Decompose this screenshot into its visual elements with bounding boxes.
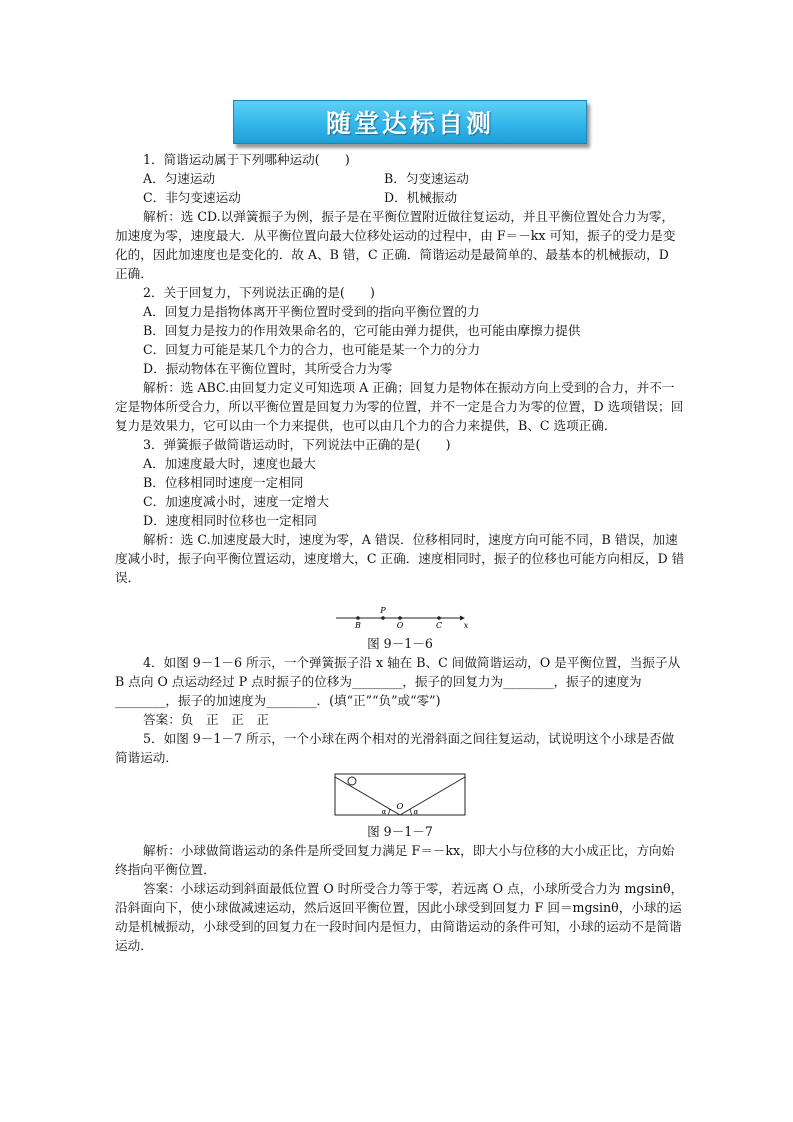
label-x: x — [463, 621, 469, 629]
spring-oscillator-axis-diagram — [330, 607, 470, 629]
q4-answer: 答案：负 正 正 正 — [143, 712, 269, 727]
q1-options-row2 — [115, 188, 685, 207]
axis-arrow-icon — [460, 616, 465, 621]
point-p-dot — [381, 616, 385, 620]
q1-analysis: 解析：选 CD.以弹簧振子为例，振子是在平衡位置附近做往复运动，并且平衡位置处合力为零，加速度为零，速度最大．从平衡位置向最大位移处运动的过程中，由 F＝－kx 可知，振子的受力是变化的，因此加速度也是变化的．故 A、B 错，C 正确．简谐运动是最简单的、最基本的机械振动，D 正确． — [115, 209, 676, 281]
label-o: O — [396, 621, 404, 629]
point-c-dot — [437, 616, 441, 620]
point-b-dot — [356, 616, 360, 620]
q3-stem: 3．弹簧振子做简谐运动时，下列说法中正确的是( ) — [143, 437, 451, 452]
q3-option-c: C．加速度减小时，速度一定增大 — [143, 494, 329, 509]
q1-option-b: B．匀变速运动 — [384, 171, 469, 186]
ball-icon — [348, 777, 356, 785]
q2-option-c: C．回复力可能是某几个力的合力，也可能是某一个力的分力 — [143, 342, 481, 357]
q2-option-a: A．回复力是指物体离开平衡位置时受到的指向平衡位置的力 — [143, 304, 480, 319]
q1-option-d: D．机械振动 — [384, 190, 458, 205]
q1-stem: 1．简谐运动属于下列哪种运动( ) — [143, 152, 350, 167]
q3-option-b: B．位移相同时速度一定相同 — [143, 475, 304, 490]
q5-answer: 答案：小球运动到斜面最低位置 O 时所受合力等于零，若远离 O 点，小球所受合力为 mgsinθ，沿斜面向下，使小球做减速运动，然后返回平衡位置，因此小球受到回复力 F 回＝mgsinθ，小球的运动是机械振动，小球受到的回复力在一段时间内是恒力，由简谐运动的条件可知，小球的运动不是简谐运动． — [115, 881, 684, 953]
page-title: 随堂达标自测 — [325, 109, 494, 138]
label-alpha-left: α — [381, 808, 387, 816]
q4-stem: 4．如图 9－1－6 所示，一个弹簧振子沿 x 轴在 B、C 间做简谐运动，O 是平衡位置，当振子从 B 点向 O 点运动经过 P 点时振子的位移为________，振子的回复力为________，振子的速度为________，振子的加速度为________．(填“正”“负”或“零”) — [115, 655, 681, 708]
figure-9-1-6-caption: 图 9－1－6 — [367, 636, 433, 651]
q1-option-a: A．匀速运动 — [143, 171, 216, 186]
figure-9-1-6 — [115, 607, 685, 634]
page-title-banner — [233, 100, 587, 144]
label-p: P — [380, 607, 386, 615]
q2-option-b: B．回复力是按力的作用效果命名的，它可能由弹力提供，也可能由摩擦力提供 — [143, 323, 581, 338]
q2-option-d: D．振动物体在平衡位置时，其所受合力为零 — [143, 361, 393, 376]
right-slope-line — [400, 777, 465, 815]
right-angle-arc — [410, 809, 412, 815]
left-angle-arc — [388, 809, 390, 815]
figure-9-1-7-caption: 图 9－1－7 — [367, 824, 433, 839]
q3-option-d: D．速度相同时位移也一定相同 — [143, 513, 317, 528]
q1-options-row1 — [115, 169, 685, 188]
left-slope-line — [335, 777, 400, 815]
worksheet — [115, 150, 685, 955]
q2-analysis: 解析：选 ABC.由回复力定义可知选项 A 正确；回复力是物体在振动方向上受到的合力，并不一定是物体所受合力，所以平衡位置是回复力为零的位置，并不一定是合力为零的位置，D 选项错误；回复力是效果力，它可以由一个力来提供，也可以由几个力的合力来提供，B、C 选项正确． — [115, 380, 684, 433]
q3-option-a: A．加速度最大时，速度也最大 — [143, 456, 316, 471]
inclined-planes-diagram — [334, 773, 466, 817]
q5-stem: 5．如图 9－1－7 所示，一个小球在两个相对的光滑斜面之间往复运动，试说明这个小球是否做简谐运动． — [115, 731, 675, 765]
figure-9-1-7 — [115, 773, 685, 822]
q2-stem: 2．关于回复力，下列说法正确的是( ) — [143, 285, 375, 300]
q1-option-c: C．非匀变速运动 — [143, 190, 241, 205]
label-b: B — [355, 621, 361, 629]
point-o-dot — [398, 616, 402, 620]
label-c: C — [435, 621, 443, 629]
q5-analysis: 解析：小球做简谐运动的条件是所受回复力满足 F＝－kx，即大小与位移的大小成正比，方向始终指向平衡位置． — [115, 843, 675, 877]
label-o: O — [396, 802, 404, 812]
q3-analysis: 解析：选 C.加速度最大时，速度为零，A 错误．位移相同时，速度方向可能不同，B 错误，加速度减小时，振子向平衡位置运动，速度增大，C 正确．速度相同时，振子的位移也可能方向相反，D 错误． — [115, 532, 685, 585]
label-alpha-right: α — [413, 808, 419, 816]
